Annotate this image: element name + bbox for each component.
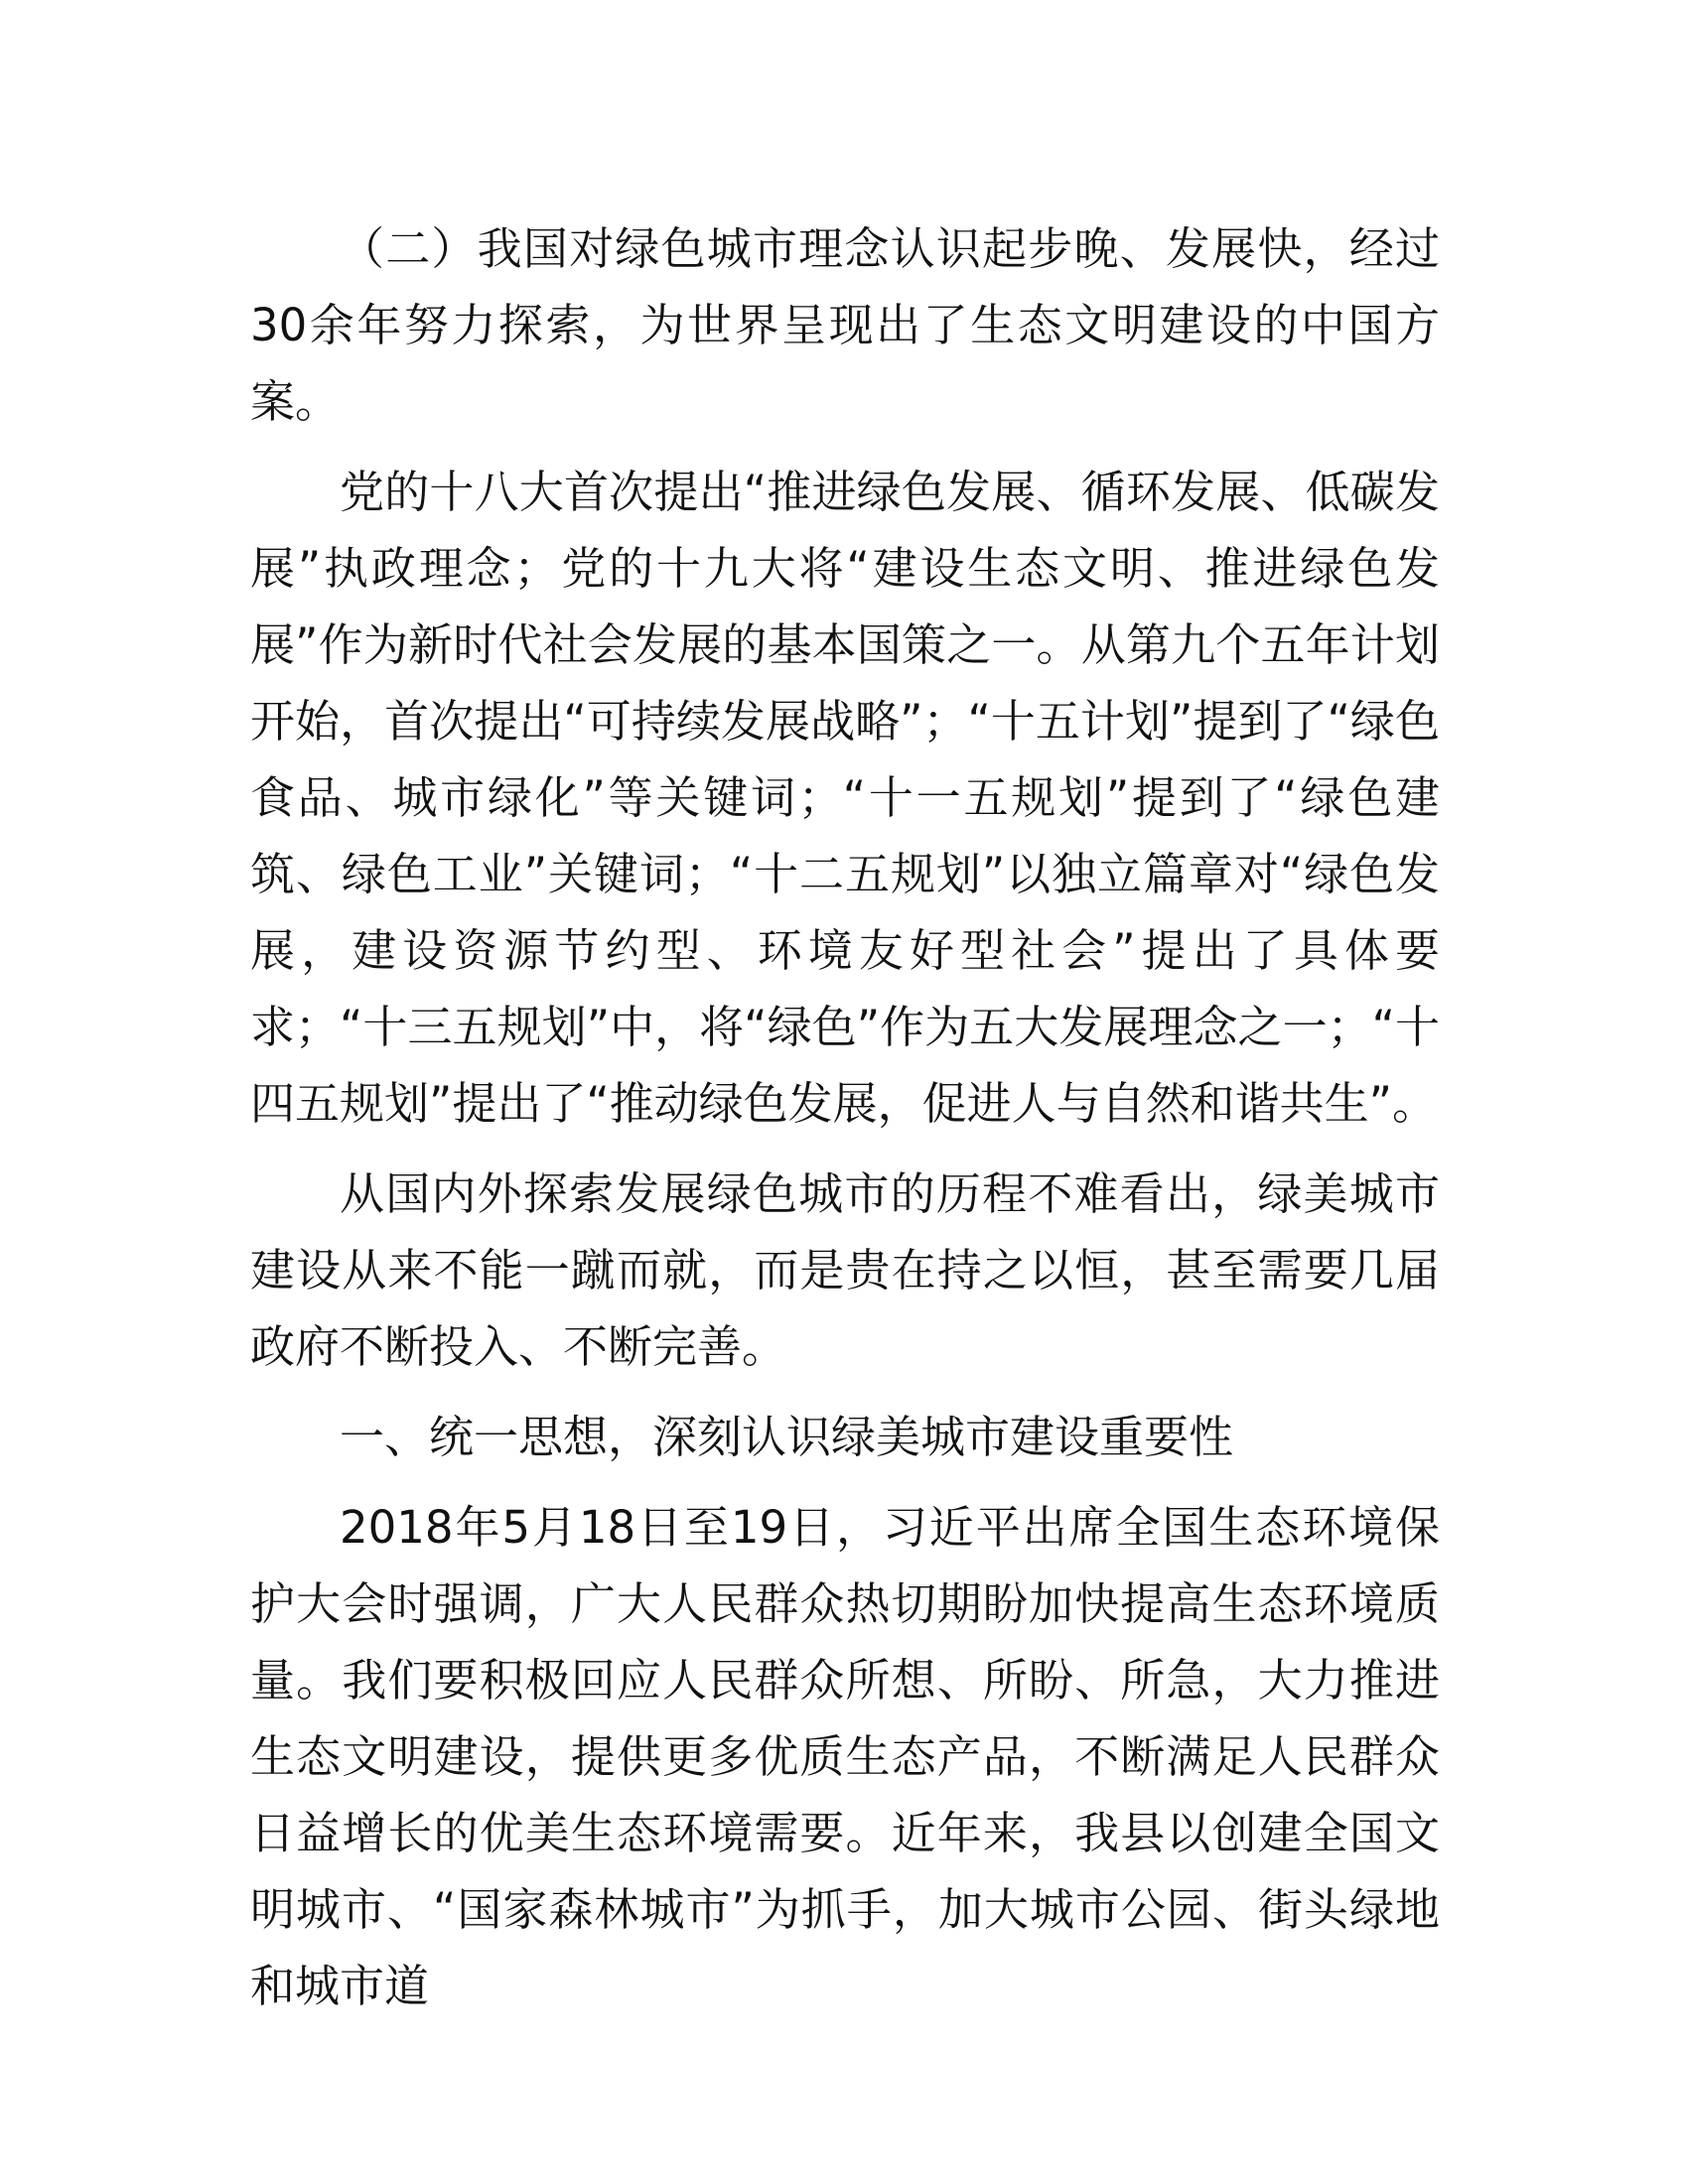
paragraph-2018-conference: 2018年5月18日至19日，习近平出席全国生态环境保护大会时强调，广大人民群众热切期盼加快提高生态环境质量。我们要积极回应人民群众所想、所盼、所急，大力推进生态文明建设，提供更多优质生态产品，不断满足人民群众日益增长的优美生态环境需要。近年来，我县以创建全国文明城市、“国家森林城市”为抓手，加大城市公园、街头绿地和城市道 bbox=[250, 1501, 1440, 2012]
paragraph-section-two: （二）我国对绿色城市理念认识起步晚、发展快，经过30余年努力探索，为世界呈现出了生态文明建设的中国方案。 bbox=[250, 222, 1440, 428]
section-heading: 一、统一思想，深刻认识绿美城市建设重要性 bbox=[340, 1411, 1234, 1463]
paragraph-history-conclusion: 从国内外探索发展绿色城市的历程不难看出，绿美城市建设从来不能一蹴而就，而是贵在持之以恒，甚至需要几届政府不断投入、不断完善。 bbox=[250, 1167, 1440, 1373]
paragraph-party-congress: 党的十八大首次提出“推进绿色发展、循环发展、低碳发展”执政理念；党的十九大将“建设生态文明、推进绿色发展”作为新时代社会发展的基本国策之一。从第九个五年计划开始，首次提出“可持续发展战略”；“十五计划”提到了“绿色食品、城市绿化”等关键词；“十一五规划”提到了“绿色建筑、绿色工业”关键词；“十二五规划”以独立篇章对“绿色发展，建设资源节约型、环境友好型社会”提出了具体要求；“十三五规划”中，将“绿色”作为五大发展理念之一；“十四五规划”提出了“推动绿色发展，促进人与自然和谐共生”。 bbox=[250, 466, 1440, 1130]
document-body bbox=[250, 210, 1440, 2038]
